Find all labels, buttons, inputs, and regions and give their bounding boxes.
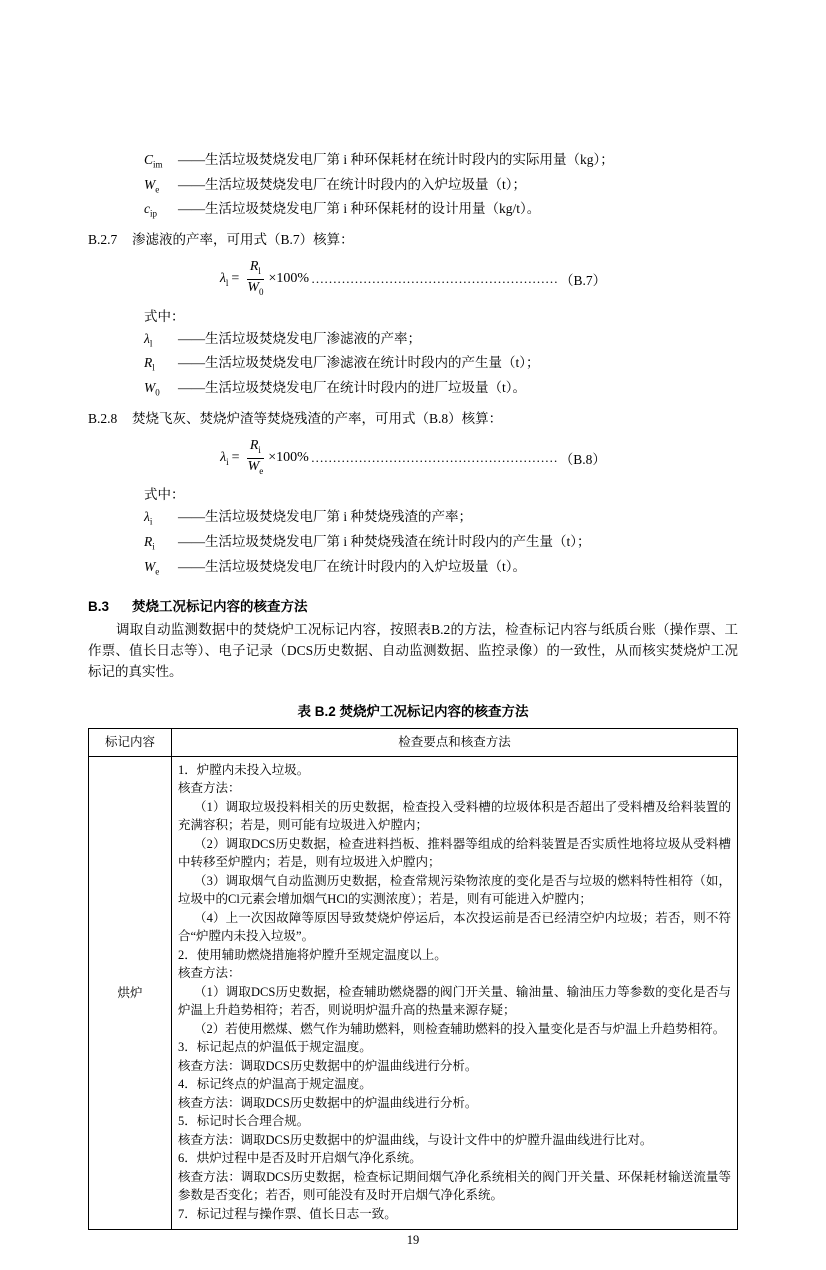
content-line: 5．标记时长合理合规。 xyxy=(178,1114,310,1129)
section-paragraph: 调取自动监测数据中的焚烧炉工况标记内容，按照表B.2的方法，检查标记内容与纸质台账（操作票、工作票、值长日志等）、电子记录（DCS历史数据、自动监测数据、监控录像）的一致性，从而核实焚烧炉工况标记的真实性。 xyxy=(88,622,738,680)
definition-line xyxy=(144,507,738,532)
symbol: $R_l$ xyxy=(144,355,155,374)
content-line: 核查方法：调取DCS历史数据中的炉温曲线进行分析。 xyxy=(178,1095,478,1110)
definition-text: ——生活垃圾焚烧发电厂渗滤液的产率； xyxy=(178,330,421,346)
symbol: $W_e$ xyxy=(144,558,160,577)
clause-b27 xyxy=(88,230,738,250)
row-content-honglu xyxy=(172,756,738,1230)
column-header-inspection-method: 检查要点和核查方法 xyxy=(172,729,738,757)
where-label: 式中： xyxy=(144,487,185,503)
formula-tail: ×100% xyxy=(268,450,309,466)
fraction-numerator: $R_i$ xyxy=(247,439,264,459)
table-row xyxy=(89,756,738,1230)
clause-text: 焚烧飞灰、焚烧炉渣等焚烧残渣的产率，可用式（B.8）核算： xyxy=(132,410,503,426)
content-line: 核查方法： xyxy=(178,966,241,981)
formula-tail: ×100% xyxy=(268,271,310,287)
section-heading-b3 xyxy=(88,595,738,615)
formula-lhs: $\lambda_i$ xyxy=(220,449,229,467)
section-title: 焚烧工况标记内容的核查方法 xyxy=(132,599,308,615)
fraction-denominator: $W_0$ xyxy=(247,279,264,297)
definition-line xyxy=(144,150,738,175)
symbol: $W_0$ xyxy=(144,380,160,398)
fraction-denominator: $W_e$ xyxy=(247,458,264,476)
formula-fraction xyxy=(245,439,267,478)
definition-line xyxy=(144,557,738,582)
content-line: 核查方法： xyxy=(178,781,241,796)
table-caption: 表 B.2 焚烧炉工况标记内容的核查方法 xyxy=(297,704,529,720)
leader-dots: ………………………………………………… xyxy=(311,271,559,287)
content-line: 核查方法：调取DCS历史数据中的炉温曲线，与设计文件中的炉膛升温曲线进行比对。 xyxy=(178,1132,653,1147)
formula-expression: $\lambda_l$ = $\frac{R_l}{W_0}$ ×100% xyxy=(219,259,310,297)
definition-text: ——生活垃圾焚烧发电厂在统计时段内的入炉垃圾量（t）。 xyxy=(178,558,526,574)
leader-dots: ………………………………………………… xyxy=(310,450,558,466)
content-line: （2）调取DCS历史数据，检查进料挡板、推料器等组成的给料装置是否实质性地将垃圾从受料槽中转移至炉膛内；若是，则有垃圾进入炉膛内； xyxy=(178,836,731,870)
formula-expression: $\lambda_i$ = $\frac{R_i}{W_e}$ ×100% xyxy=(220,437,309,476)
symbol: $C_{im}$ xyxy=(144,152,163,170)
definition-line xyxy=(144,329,738,354)
definition-text: ——生活垃圾焚烧发电厂第 i 种焚烧残渣在统计时段内的产生量（t）； xyxy=(178,534,591,549)
content-line: 核查方法：调取DCS历史数据，检查标记期间烟气净化系统相关的阀门开关量、环保耗材输送流量等参数是否变化；若否，则可能没有及时开启烟气净化系统。 xyxy=(178,1169,731,1203)
section-number: B.3 xyxy=(88,599,110,615)
column-header-mark-content: 标记内容 xyxy=(89,729,172,757)
inspection-method-table xyxy=(88,728,738,1230)
top-definition-list xyxy=(88,150,738,224)
clause-b28 xyxy=(88,409,738,429)
symbol: $\lambda_l$ xyxy=(144,330,153,349)
content-line: 3．标记起点的炉温低于规定温度。 xyxy=(178,1040,372,1055)
definition-text: ——生活垃圾焚烧发电厂第 i 种环保耗材的设计用量（kg/t）。 xyxy=(178,201,541,217)
content-line: 6．烘炉过程中是否及时开启烟气净化系统。 xyxy=(178,1151,422,1166)
content-line: 4．标记终点的炉温高于规定温度。 xyxy=(178,1077,372,1092)
definition-text: ——生活垃圾焚烧发电厂第 i 种环保耗材在统计时段内的实际用量（kg）； xyxy=(178,152,614,167)
definition-line xyxy=(144,353,738,378)
definition-text: ——生活垃圾焚烧发电厂在统计时段内的进厂垃圾量（t）。 xyxy=(178,380,526,396)
definition-text: ——生活垃圾焚烧发电厂渗滤液在统计时段内的产生量（t）； xyxy=(178,355,540,371)
definition-line xyxy=(144,378,738,403)
formula-fraction xyxy=(244,260,266,299)
definition-list-b8 xyxy=(88,507,738,581)
content-line: （1）调取DCS历史数据，检查辅助燃烧器的阀门开关量、输油量、输油压力等参数的变化是否与炉温上升趋势相符；若否，则说明炉温升高的热量来源存疑； xyxy=(178,984,731,1018)
content-line: （2）若使用燃煤、燃气作为辅助燃料，则检查辅助燃料的投入量变化是否与炉温上升趋势相符。 xyxy=(194,1021,726,1036)
content-line: 2．使用辅助燃烧措施将炉膛升至规定温度以上。 xyxy=(178,947,447,962)
content-line: 1．炉膛内未投入垃圾。 xyxy=(178,762,310,777)
table-header-row xyxy=(89,729,738,757)
equation-number: （B.7） xyxy=(560,273,607,289)
content-line: （1）调取垃圾投料相关的历史数据，检查投入受料槽的垃圾体积是否超出了受料槽及给料装置的充满容积；若是，则可能有垃圾进入炉膛内； xyxy=(178,799,731,833)
content-line: （3）调取烟气自动监测历史数据，检查常规污染物浓度的变化是否与垃圾的燃料特性相符（如，垃圾中的Cl元素会增加烟气HCl的实测浓度）；若是，则有可能进入炉膛内； xyxy=(178,873,731,907)
content-line: 核查方法：调取DCS历史数据中的炉温曲线进行分析。 xyxy=(178,1058,478,1073)
symbol: $\lambda_i$ xyxy=(144,509,153,527)
formula-b7 xyxy=(88,260,738,299)
definition-line xyxy=(144,199,738,224)
definition-list-b7 xyxy=(88,329,738,403)
definition-line xyxy=(144,175,738,200)
content-line: （4）上一次因故障等原因导致焚烧炉停运后，本次投运前是否已经清空炉内垃圾；若否，则不符合“炉膛内未投入垃圾”。 xyxy=(178,910,731,944)
definition-text: ——生活垃圾焚烧发电厂第 i 种焚烧残渣的产率； xyxy=(178,509,473,525)
definition-line xyxy=(144,532,738,557)
row-label-honglu: 烘炉 xyxy=(89,756,172,1230)
page-number: 19 xyxy=(406,1233,420,1248)
formula-b8 xyxy=(88,439,738,478)
clause-number: B.2.7 xyxy=(88,232,118,248)
fraction-numerator: $R_l$ xyxy=(247,260,264,280)
clause-text: 渗滤液的产率，可用式（B.7）核算： xyxy=(132,232,354,248)
where-label: 式中： xyxy=(144,308,185,324)
clause-number: B.2.8 xyxy=(88,410,118,426)
equation-number: （B.8） xyxy=(559,452,606,468)
symbol: $c_{ip}$ xyxy=(144,201,158,220)
symbol: $R_i$ xyxy=(144,534,155,552)
content-line: 7．标记过程与操作票、值长日志一致。 xyxy=(178,1206,397,1221)
symbol: $W_e$ xyxy=(144,176,160,195)
formula-lhs: $\lambda_l$ xyxy=(219,270,229,288)
definition-text: ——生活垃圾焚烧发电厂在统计时段内的入炉垃圾量（t）； xyxy=(178,176,526,192)
